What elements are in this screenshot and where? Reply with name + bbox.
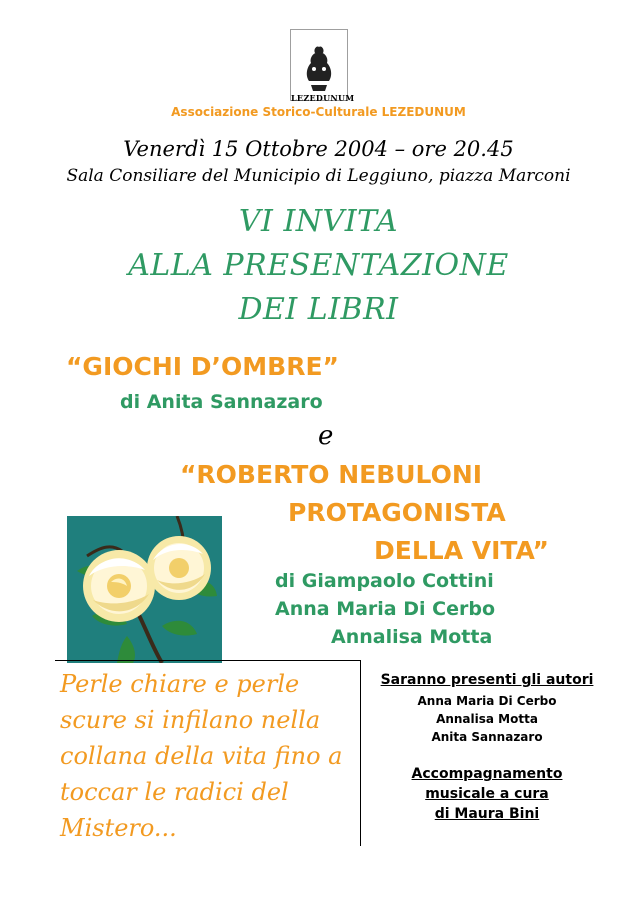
white-roses-image <box>67 516 222 663</box>
invite-line-3: DEI LIBRI <box>238 292 399 327</box>
presence-heading: Saranno presenti gli autori <box>380 672 594 688</box>
book1-title: “GIOCHI D’OMBRE” <box>66 352 339 381</box>
book2-author-line-2: Anna Maria Di Cerbo <box>275 598 495 620</box>
association-name: Associazione Storico-Culturale LEZEDUNUM <box>171 105 466 119</box>
music-line-1: Accompagnamento <box>411 766 563 782</box>
book2-title-line-2: PROTAGONISTA <box>288 498 506 527</box>
music-line-3: di Maura Bini <box>434 806 540 822</box>
presence-name-1: Anna Maria Di Cerbo <box>417 694 557 708</box>
presence-name-3: Anita Sannazaro <box>431 730 543 744</box>
event-date: Venerdì 15 Ottobre 2004 – ore 20.45 <box>123 137 514 161</box>
book2-author-line-1: di Giampaolo Cottini <box>275 570 494 592</box>
association-logo <box>290 29 355 103</box>
invite-line-2: ALLA PRESENTAZIONE <box>128 248 509 283</box>
book2-title-line-3: DELLA VITA” <box>374 536 549 565</box>
event-venue: Sala Consiliare del Municipio di Leggiuno, piazza Marconi <box>66 166 571 186</box>
logo-caption: LEZEDUNUM <box>291 93 355 103</box>
invite-line-1: VI INVITA <box>238 204 399 239</box>
music-line-2: musicale a cura <box>425 786 549 802</box>
presence-name-2: Annalisa Motta <box>436 712 538 726</box>
conjunction: e <box>318 421 334 451</box>
quote-text: Perle chiare e perle scure si infilano nella collana della vita fino a toccar le radici del Mistero... <box>60 670 343 842</box>
book2-author-line-3: Annalisa Motta <box>331 626 493 648</box>
book1-author: di Anita Sannazaro <box>120 391 323 413</box>
book2-title-line-1: “ROBERTO NEBULONI <box>180 460 483 489</box>
